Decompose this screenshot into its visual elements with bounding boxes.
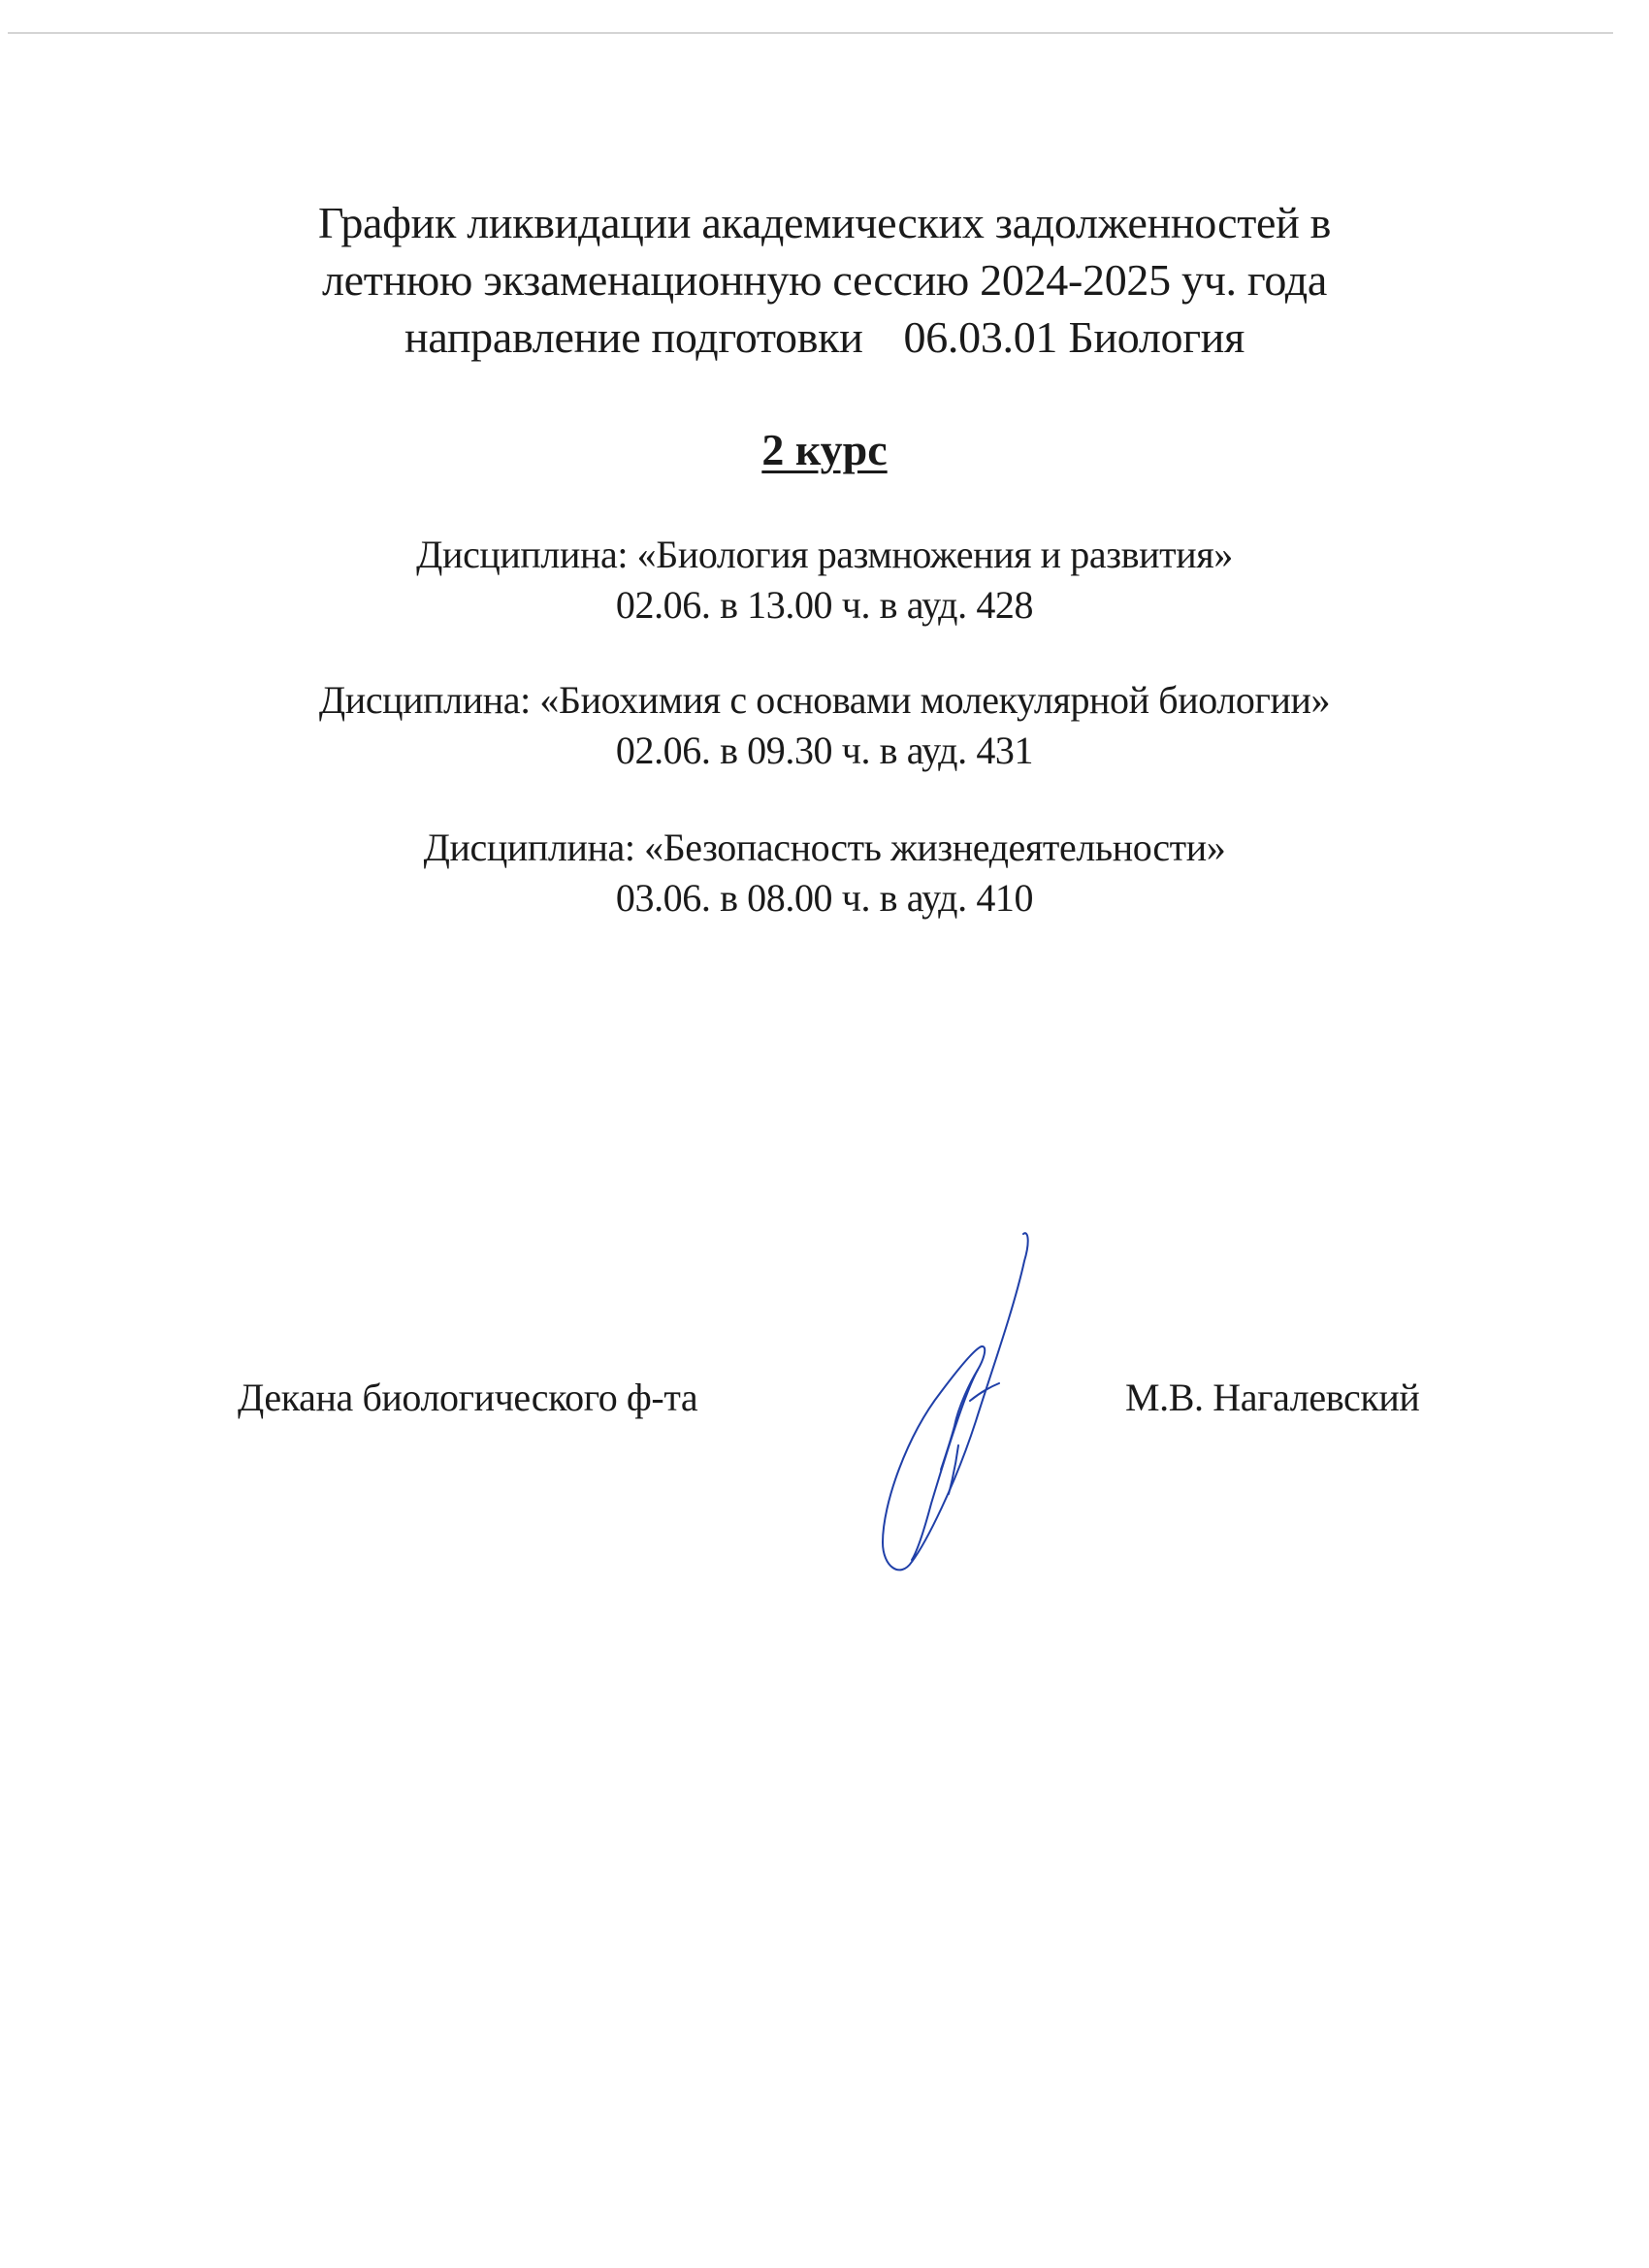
- signatory-position: Декана биологического ф-та: [238, 1376, 698, 1419]
- title-line-1: График ликвидации академических задолженностей в: [317, 198, 1332, 247]
- discipline-block: [146, 530, 1504, 631]
- direction-value: 06.03.01 Биология: [903, 312, 1245, 362]
- signatory-name: М.В. Нагалевский: [1125, 1376, 1420, 1419]
- discipline-name: Дисциплина: «Биология размножения и развития»: [416, 533, 1233, 576]
- discipline-schedule: 03.06. в 08.00 ч. в ауд. 410: [615, 876, 1034, 920]
- discipline-block: [146, 823, 1504, 923]
- document-title: [194, 194, 1455, 366]
- discipline-name: Дисциплина: «Безопасность жизнедеятельности»: [423, 826, 1226, 869]
- direction-line: [194, 308, 1455, 366]
- signature-strokes: [883, 1233, 1028, 1570]
- scan-edge-line: [8, 32, 1613, 34]
- discipline-block: [146, 675, 1504, 776]
- discipline-name: Дисциплина: «Биохимия с основами молекулярной биологии»: [318, 678, 1331, 722]
- handwritten-signature: [737, 1213, 1086, 1601]
- course-label: 2 курс: [761, 425, 888, 474]
- discipline-schedule: 02.06. в 09.30 ч. в ауд. 431: [615, 729, 1034, 772]
- signature-loop: [883, 1233, 1028, 1570]
- course-heading: [194, 421, 1455, 479]
- signature-tick: [949, 1445, 958, 1494]
- discipline-schedule: 02.06. в 13.00 ч. в ауд. 428: [615, 583, 1034, 627]
- title-line-2: летнюю экзаменационную сессию 2024-2025 уч. года: [322, 255, 1327, 305]
- direction-label: направление подготовки: [404, 312, 863, 362]
